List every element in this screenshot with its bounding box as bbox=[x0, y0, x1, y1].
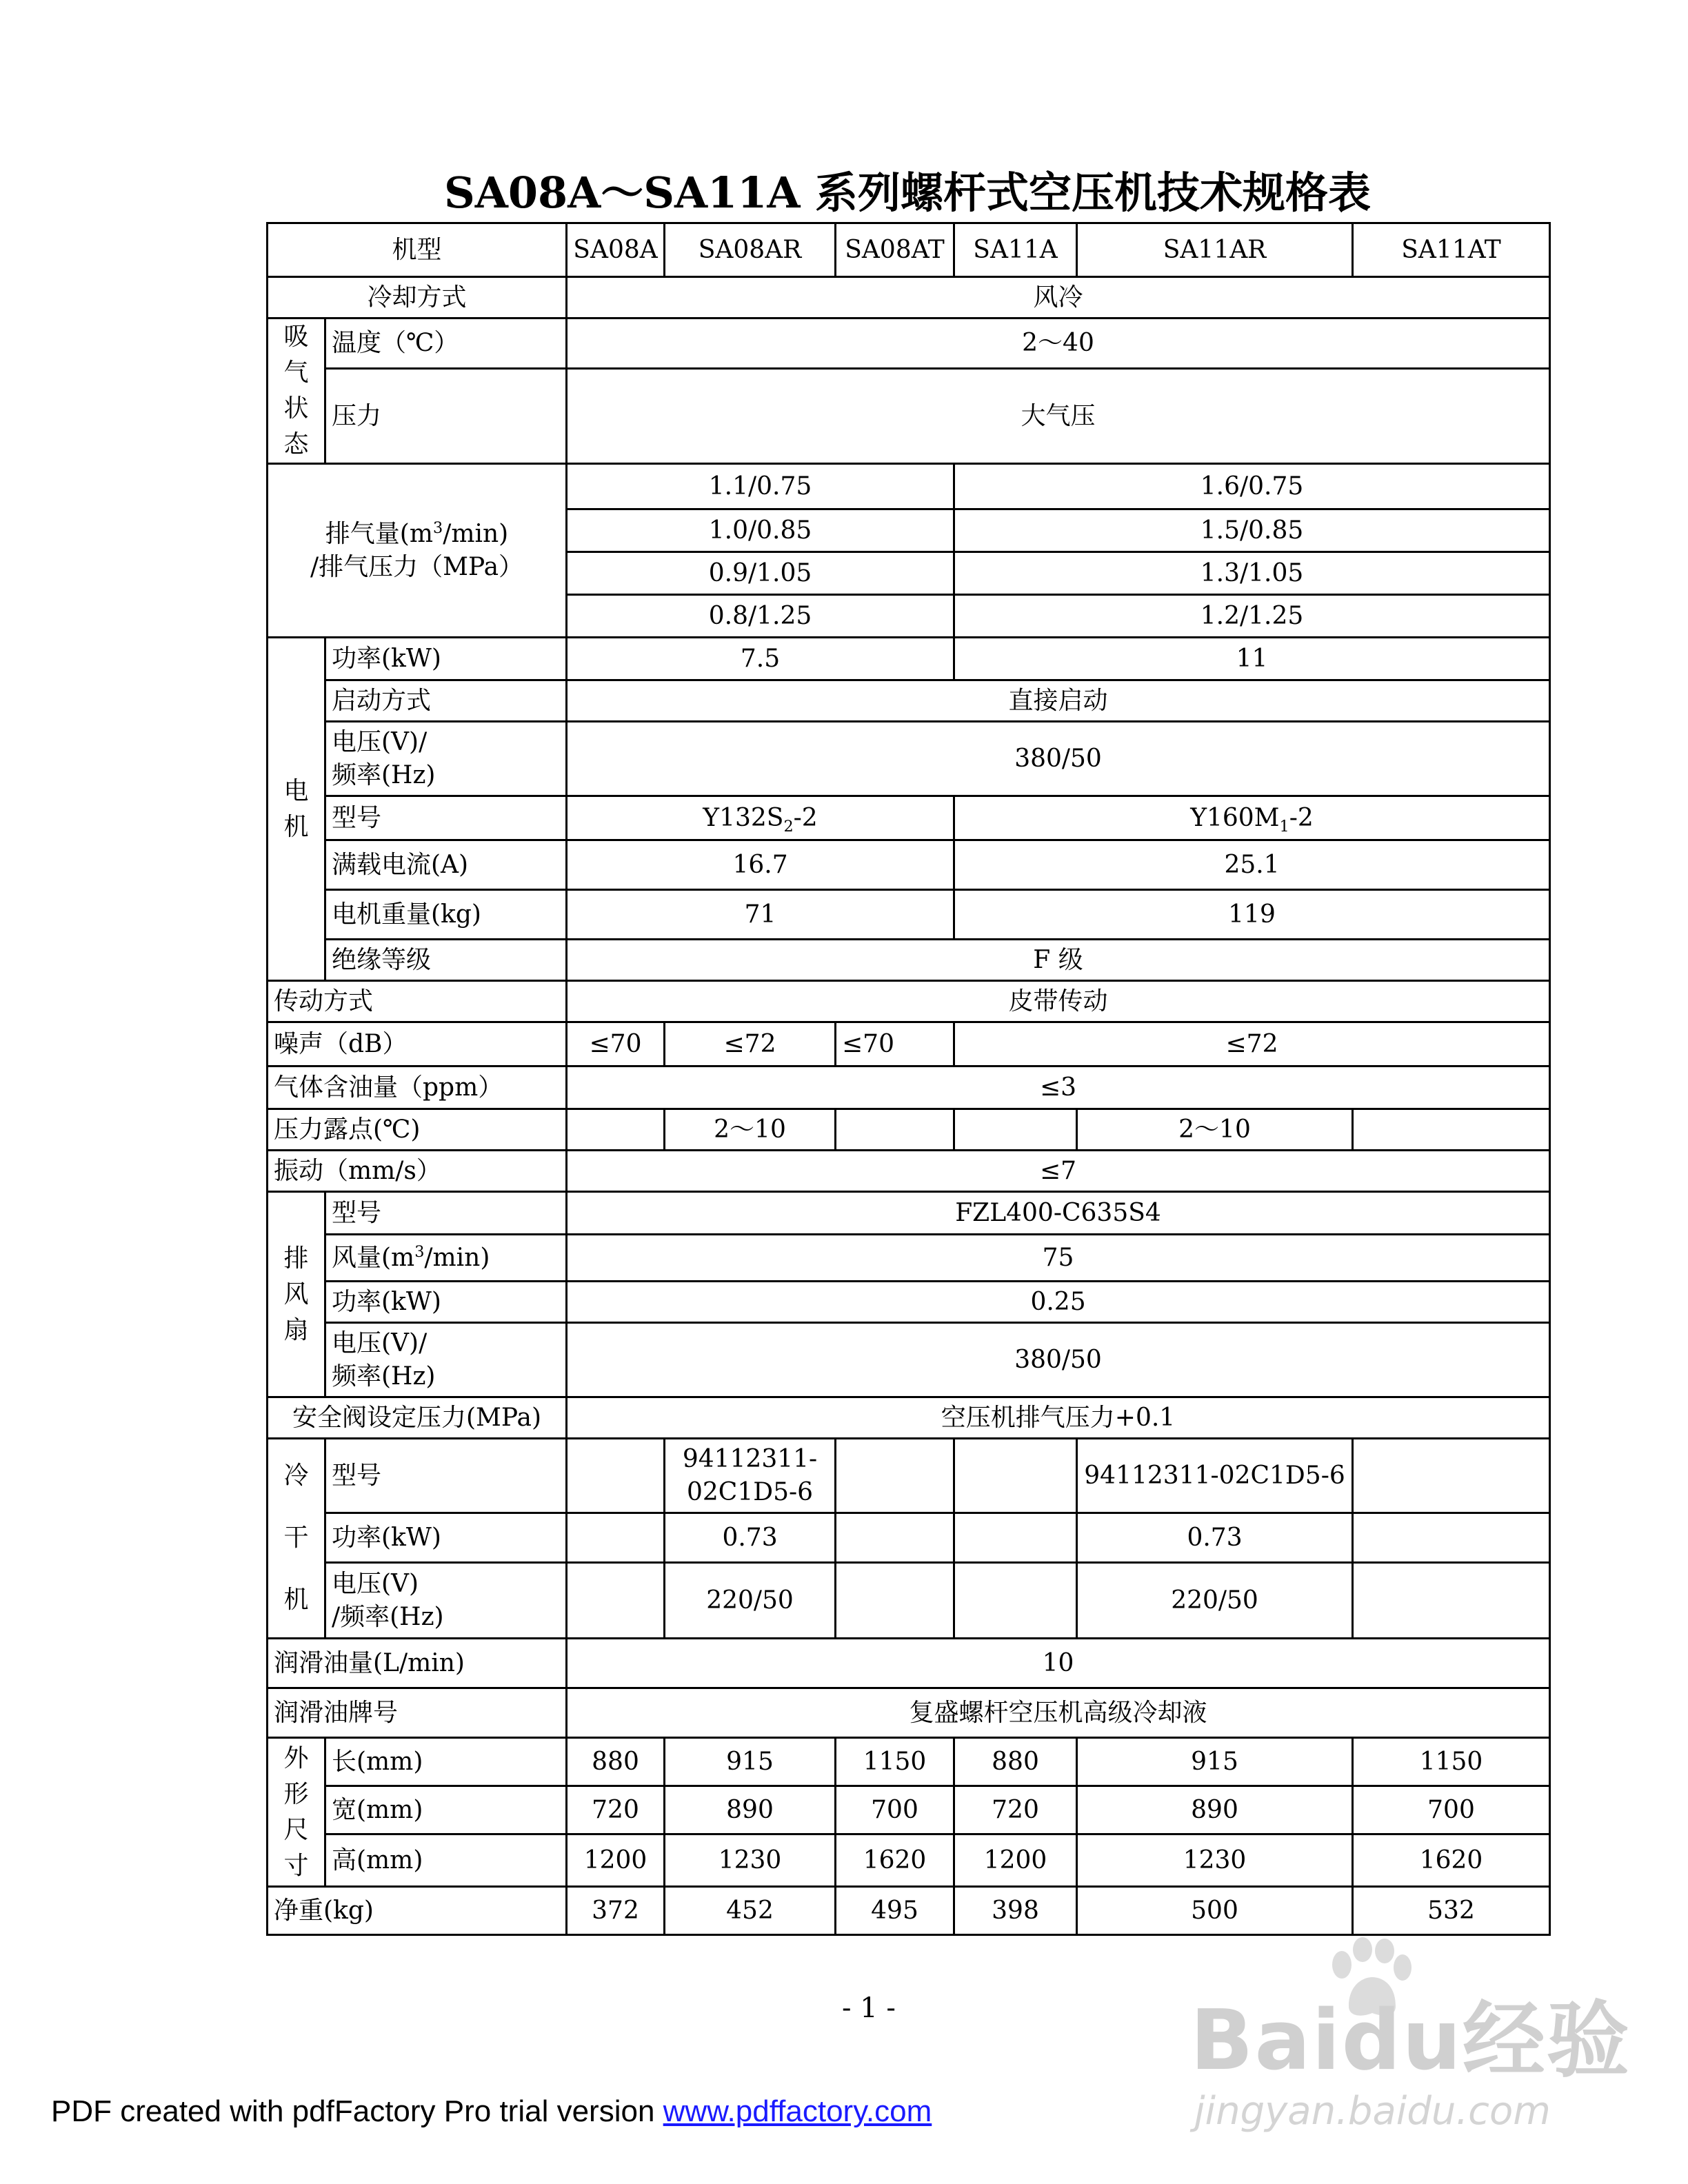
empty-cell bbox=[836, 1439, 954, 1513]
fan-power-label: 功率(kW) bbox=[325, 1282, 567, 1323]
height-value: 1620 bbox=[836, 1834, 954, 1887]
length-value: 880 bbox=[567, 1738, 665, 1786]
length-value: 1150 bbox=[1353, 1738, 1550, 1786]
header-row bbox=[268, 223, 1550, 277]
height-value: 1200 bbox=[954, 1834, 1077, 1887]
motor-weight-a: 71 bbox=[567, 890, 954, 940]
empty-cell bbox=[567, 1439, 665, 1513]
vibration-row bbox=[268, 1151, 1550, 1192]
width-value: 720 bbox=[567, 1786, 665, 1834]
fan-flow-label: 风量$(m^3/\min)$ bbox=[325, 1235, 567, 1282]
fan-group-label: 排风扇 bbox=[268, 1192, 325, 1397]
empty-cell bbox=[836, 1513, 954, 1563]
motor-start-row bbox=[268, 680, 1550, 722]
dew-point-value: 2～10 bbox=[665, 1109, 836, 1151]
lube-qty-label: 润滑油量(L/min) bbox=[268, 1639, 567, 1688]
motor-power-label: 功率(kW) bbox=[325, 638, 567, 680]
safety-valve-label: 安全阀设定压力(MPa) bbox=[268, 1397, 567, 1439]
length-value: 915 bbox=[1077, 1738, 1353, 1786]
fan-model-value: FZL400-C635S4 bbox=[567, 1192, 1550, 1235]
discharge-value-a: 1.0/0.85 bbox=[567, 509, 954, 552]
dryer-power-label: 功率(kW) bbox=[325, 1513, 567, 1563]
width-value: 890 bbox=[1077, 1786, 1353, 1834]
dew-point-label: 压力露点(℃) bbox=[268, 1109, 567, 1151]
motor-insulation-label: 绝缘等级 bbox=[325, 940, 567, 981]
motor-model-row bbox=[268, 796, 1550, 840]
motor-voltage-row bbox=[268, 722, 1550, 796]
drive-value: 皮带传动 bbox=[567, 981, 1550, 1022]
discharge-value-b: 1.3/1.05 bbox=[954, 552, 1550, 595]
net-weight-value: 532 bbox=[1353, 1887, 1550, 1935]
height-value: 1200 bbox=[567, 1834, 665, 1887]
discharge-value-a: 1.1/0.75 bbox=[567, 464, 954, 509]
intake-pressure-value: 大气压 bbox=[567, 369, 1550, 464]
height-row bbox=[268, 1834, 1550, 1887]
dew-point-row bbox=[268, 1109, 1550, 1151]
motor-model-b: $Y160M_1-2$ bbox=[954, 796, 1550, 840]
empty-cell bbox=[567, 1563, 665, 1639]
dew-point-value: 2～10 bbox=[1077, 1109, 1353, 1151]
safety-valve-row bbox=[268, 1397, 1550, 1439]
noise-value: ≤72 bbox=[954, 1022, 1550, 1066]
cooling-label: 冷却方式 bbox=[268, 277, 567, 318]
intake-temp-value: 2～40 bbox=[567, 318, 1550, 369]
width-row bbox=[268, 1786, 1550, 1834]
length-value: 1150 bbox=[836, 1738, 954, 1786]
discharge-row bbox=[268, 464, 1550, 509]
lube-qty-value: 10 bbox=[567, 1639, 1550, 1688]
fan-model-row bbox=[268, 1192, 1550, 1235]
intake-temp-label: 温度（℃） bbox=[325, 318, 567, 369]
oil-content-row bbox=[268, 1066, 1550, 1109]
cooling-row bbox=[268, 277, 1550, 318]
motor-group-label: 电机 bbox=[268, 638, 325, 981]
safety-valve-value: 空压机排气压力+0.1 bbox=[567, 1397, 1550, 1439]
empty-cell bbox=[567, 1109, 665, 1151]
fan-voltage-row bbox=[268, 1323, 1550, 1397]
motor-weight-row bbox=[268, 890, 1550, 940]
width-value: 890 bbox=[665, 1786, 836, 1834]
net-weight-label: 净重(kg) bbox=[268, 1887, 567, 1935]
watermark-site: jingyan.baidu.com bbox=[1194, 2089, 1551, 2134]
height-value: 1230 bbox=[1077, 1834, 1353, 1887]
fan-model-label: 型号 bbox=[325, 1192, 567, 1235]
height-label: 高(mm) bbox=[325, 1834, 567, 1887]
page-title: SA08A～SA11A 系列螺杆式空压机技术规格表 bbox=[443, 168, 1372, 218]
dryer-power-row bbox=[268, 1513, 1550, 1563]
watermark-brand: Baidu经验 bbox=[1190, 1993, 1631, 2089]
net-weight-value: 500 bbox=[1077, 1887, 1353, 1935]
discharge-value-a: 0.8/1.25 bbox=[567, 595, 954, 638]
discharge-label: 排气量$(m^3/\min)$ /排气压力（MPa） bbox=[268, 464, 567, 638]
empty-cell bbox=[954, 1563, 1077, 1639]
empty-cell bbox=[1353, 1109, 1550, 1151]
dryer-group-label: 机 bbox=[268, 1563, 325, 1639]
lube-brand-label: 润滑油牌号 bbox=[268, 1688, 567, 1738]
intake-pressure-row bbox=[268, 369, 1550, 464]
model-sa08at: SA08AT bbox=[836, 223, 954, 277]
empty-cell bbox=[1353, 1439, 1550, 1513]
intake-group-label: 吸气状态 bbox=[268, 318, 325, 464]
motor-voltage-value: 380/50 bbox=[567, 722, 1550, 796]
motor-model-label: 型号 bbox=[325, 796, 567, 840]
height-value: 1230 bbox=[665, 1834, 836, 1887]
fan-power-row bbox=[268, 1282, 1550, 1323]
model-sa11a: SA11A bbox=[954, 223, 1077, 277]
empty-cell bbox=[1353, 1513, 1550, 1563]
dryer-model-b: 94112311-02C1D5-6 bbox=[1077, 1439, 1353, 1513]
motor-model-a: $Y132S_2-2$ bbox=[567, 796, 954, 840]
dryer-power-a: 0.73 bbox=[665, 1513, 836, 1563]
length-value: 880 bbox=[954, 1738, 1077, 1786]
height-value: 1620 bbox=[1353, 1834, 1550, 1887]
net-weight-value: 398 bbox=[954, 1887, 1077, 1935]
lube-brand-value: 复盛螺杆空压机高级冷却液 bbox=[567, 1688, 1550, 1738]
model-sa08a: SA08A bbox=[567, 223, 665, 277]
motor-current-label: 满载电流(A) bbox=[325, 840, 567, 890]
dryer-model-row bbox=[268, 1439, 1550, 1513]
motor-power-row bbox=[268, 638, 1550, 680]
discharge-value-b: 1.6/0.75 bbox=[954, 464, 1550, 509]
motor-power-a: 7.5 bbox=[567, 638, 954, 680]
length-row bbox=[268, 1738, 1550, 1786]
dryer-model-a: 94112311- 02C1D5-6 bbox=[665, 1439, 836, 1513]
model-label: 机型 bbox=[268, 223, 567, 277]
discharge-value-b: 1.5/0.85 bbox=[954, 509, 1550, 552]
motor-weight-b: 119 bbox=[954, 890, 1550, 940]
empty-cell bbox=[567, 1513, 665, 1563]
pdffactory-link[interactable]: www.pdffactory.com bbox=[663, 2094, 932, 2128]
intake-pressure-label: 压力 bbox=[325, 369, 567, 464]
cooling-value: 风冷 bbox=[567, 277, 1550, 318]
width-value: 720 bbox=[954, 1786, 1077, 1834]
lube-qty-row bbox=[268, 1639, 1550, 1688]
length-value: 915 bbox=[665, 1738, 836, 1786]
spec-table bbox=[266, 222, 1551, 1936]
motor-power-b: 11 bbox=[954, 638, 1550, 680]
net-weight-value: 372 bbox=[567, 1887, 665, 1935]
fan-power-value: 0.25 bbox=[567, 1282, 1550, 1323]
model-sa08ar: SA08AR bbox=[665, 223, 836, 277]
empty-cell bbox=[954, 1439, 1077, 1513]
fan-voltage-label: 电压(V)/ 频率(Hz) bbox=[325, 1323, 567, 1397]
motor-start-value: 直接启动 bbox=[567, 680, 1550, 722]
empty-cell bbox=[1353, 1563, 1550, 1639]
net-weight-value: 452 bbox=[665, 1887, 836, 1935]
dryer-voltage-a: 220/50 bbox=[665, 1563, 836, 1639]
oil-content-label: 气体含油量（ppm） bbox=[268, 1066, 567, 1109]
fan-voltage-value: 380/50 bbox=[567, 1323, 1550, 1397]
width-label: 宽(mm) bbox=[325, 1786, 567, 1834]
noise-value: ≤70 bbox=[836, 1022, 954, 1066]
drive-label: 传动方式 bbox=[268, 981, 567, 1022]
dimensions-group-label: 外形尺寸 bbox=[268, 1738, 325, 1887]
dryer-voltage-b: 220/50 bbox=[1077, 1563, 1353, 1639]
motor-current-a: 16.7 bbox=[567, 840, 954, 890]
motor-voltage-label: 电压(V)/ 频率(Hz) bbox=[325, 722, 567, 796]
noise-value: ≤70 bbox=[567, 1022, 665, 1066]
oil-content-value: ≤3 bbox=[567, 1066, 1550, 1109]
noise-label: 噪声（dB） bbox=[268, 1022, 567, 1066]
intake-temp-row bbox=[268, 318, 1550, 369]
drive-row bbox=[268, 981, 1550, 1022]
motor-current-row bbox=[268, 840, 1550, 890]
empty-cell bbox=[836, 1109, 954, 1151]
width-value: 700 bbox=[1353, 1786, 1550, 1834]
baidu-watermark bbox=[1190, 1958, 1631, 2151]
length-label: 长(mm) bbox=[325, 1738, 567, 1786]
motor-insulation-value: F 级 bbox=[567, 940, 1550, 981]
dryer-group-label: 冷 bbox=[268, 1439, 325, 1513]
footer-text: PDF created with pdfFactory Pro trial version bbox=[51, 2094, 663, 2128]
fan-flow-row bbox=[268, 1235, 1550, 1282]
empty-cell bbox=[954, 1513, 1077, 1563]
discharge-value-a: 0.9/1.05 bbox=[567, 552, 954, 595]
noise-value: ≤72 bbox=[665, 1022, 836, 1066]
motor-start-label: 启动方式 bbox=[325, 680, 567, 722]
pdf-footer bbox=[51, 2094, 932, 2129]
vibration-label: 振动（mm/s） bbox=[268, 1151, 567, 1192]
net-weight-row bbox=[268, 1887, 1550, 1935]
dryer-voltage-row bbox=[268, 1563, 1550, 1639]
motor-current-b: 25.1 bbox=[954, 840, 1550, 890]
dryer-group-label: 干 bbox=[268, 1513, 325, 1563]
width-value: 700 bbox=[836, 1786, 954, 1834]
discharge-value-b: 1.2/1.25 bbox=[954, 595, 1550, 638]
dryer-voltage-label: 电压(V) /频率(Hz) bbox=[325, 1563, 567, 1639]
empty-cell bbox=[836, 1563, 954, 1639]
model-sa11ar: SA11AR bbox=[1077, 223, 1353, 277]
fan-flow-value: 75 bbox=[567, 1235, 1550, 1282]
page-number: - 1 - bbox=[842, 1992, 896, 2024]
noise-row bbox=[268, 1022, 1550, 1066]
model-sa11at: SA11AT bbox=[1353, 223, 1550, 277]
vibration-value: ≤7 bbox=[567, 1151, 1550, 1192]
net-weight-value: 495 bbox=[836, 1887, 954, 1935]
empty-cell bbox=[954, 1109, 1077, 1151]
dryer-model-label: 型号 bbox=[325, 1439, 567, 1513]
motor-weight-label: 电机重量(kg) bbox=[325, 890, 567, 940]
motor-insulation-row bbox=[268, 940, 1550, 981]
lube-brand-row bbox=[268, 1688, 1550, 1738]
dryer-power-b: 0.73 bbox=[1077, 1513, 1353, 1563]
